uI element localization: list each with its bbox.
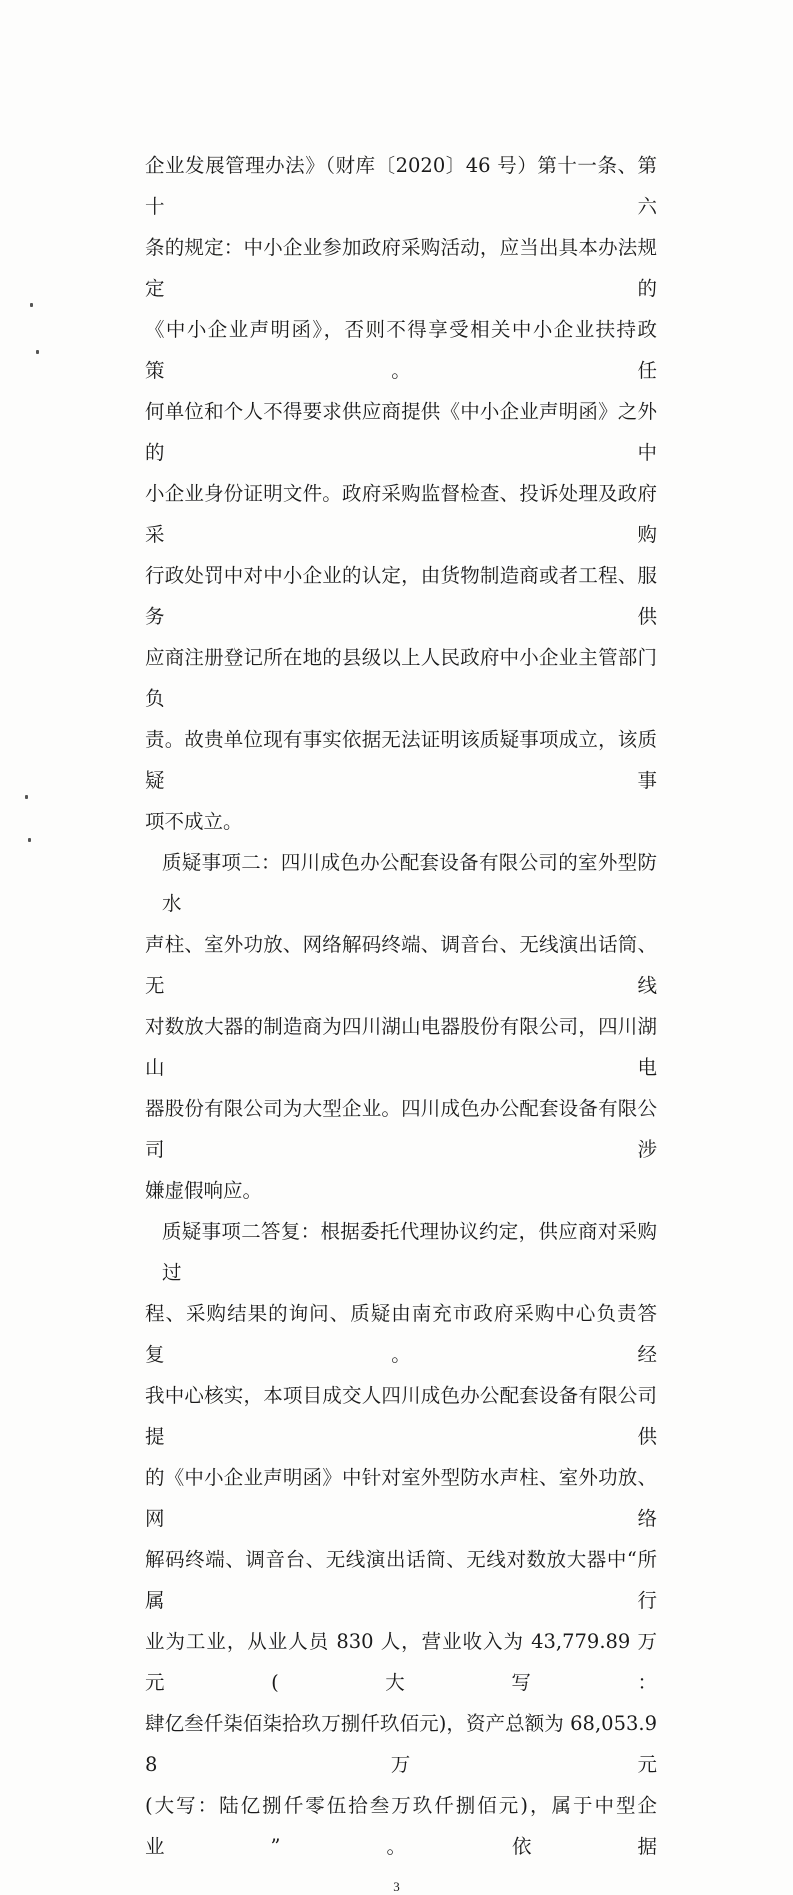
text-line: 企业发展管理办法》（财库〔2020〕46 号）第十一条、第十六 — [145, 154, 657, 218]
text-line: 程、采购结果的询问、质疑由南充市政府采购中心负责答复。经 — [145, 1302, 657, 1366]
text-line: 何单位和个人不得要求供应商提供《中小企业声明函》之外的中 — [145, 400, 657, 464]
text-line: 解码终端、调音台、无线演出话筒、无线对数放大器中“所属行 — [145, 1548, 657, 1612]
text-line: 应商注册登记所在地的县级以上人民政府中小企业主管部门负 — [145, 646, 657, 710]
text-line: 我中心核实，本项目成交人四川成色办公配套设备有限公司提供 — [145, 1384, 657, 1448]
text-line: 的《中小企业声明函》中针对室外型防水声柱、室外功放、网络 — [145, 1466, 657, 1530]
text-line: 肆亿叁仟柒佰柒拾玖万捌仟玖佰元)，资产总额为 68,053.98 万元 — [145, 1712, 657, 1776]
text-line: 对数放大器的制造商为四川湖山电器股份有限公司，四川湖山电 — [145, 1015, 657, 1079]
text-line: 责。故贵单位现有事实依据无法证明该质疑事项成立，该质疑事 — [145, 728, 657, 792]
text-line: 项不成立。 — [145, 810, 243, 833]
text-line: 条的规定：中小企业参加政府采购活动，应当出具本办法规定的 — [145, 236, 657, 300]
text-line: (大写：陆亿捌仟零伍拾叁万玖仟捌佰元)，属于中型企业”。依据 — [145, 1794, 657, 1858]
document-body — [145, 145, 657, 1867]
text-line: 质疑事项二：四川成色办公配套设备有限公司的室外型防水 — [162, 851, 657, 915]
scan-speck — [36, 350, 39, 354]
scan-speck — [28, 838, 31, 842]
text-line: 业为工业，从业人员 830 人，营业收入为 43,779.89 万元(大写： — [145, 1630, 657, 1694]
scan-speck — [25, 795, 28, 799]
text-line: 嫌虚假响应。 — [145, 1179, 263, 1202]
text-line: 行政处罚中对中小企业的认定，由货物制造商或者工程、服务供 — [145, 564, 657, 628]
text-line: 器股份有限公司为大型企业。四川成色办公配套设备有限公司涉 — [145, 1097, 657, 1161]
page-number: 3 — [393, 1879, 400, 1894]
text-line: 声柱、室外功放、网络解码终端、调音台、无线演出话筒、无线 — [145, 933, 657, 997]
text-line: 质疑事项二答复：根据委托代理协议约定，供应商对采购过 — [162, 1220, 657, 1284]
text-line: 《中小企业声明函》，否则不得享受相关中小企业扶持政策。任 — [145, 318, 657, 382]
text-line: 小企业身份证明文件。政府采购监督检查、投诉处理及政府采购 — [145, 482, 657, 546]
scan-speck — [30, 303, 33, 307]
